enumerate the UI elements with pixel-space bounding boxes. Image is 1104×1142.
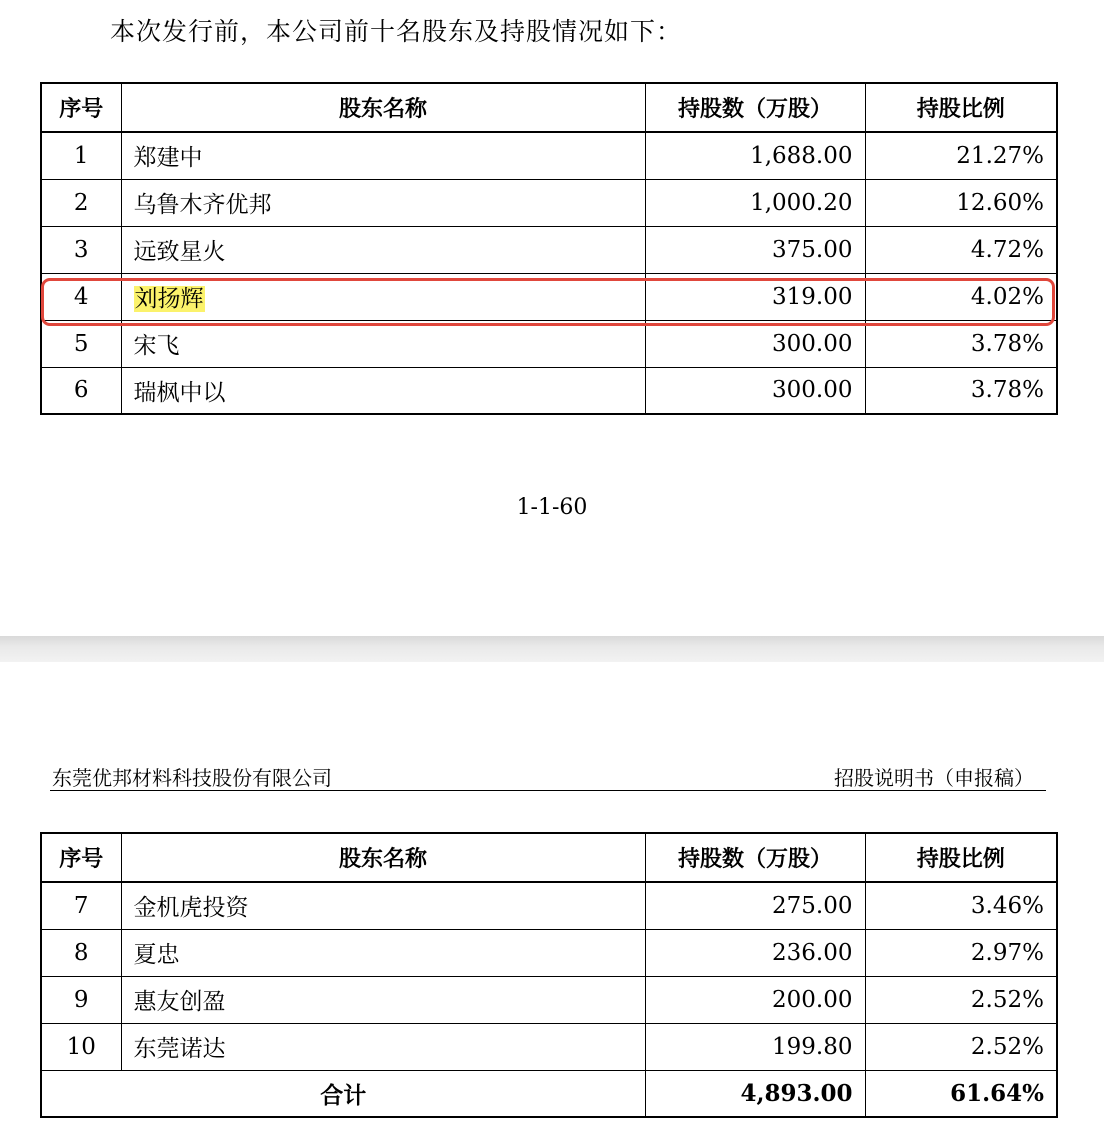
cell-shares: 319.00 xyxy=(645,273,865,320)
cell-ratio: 3.78% xyxy=(865,320,1057,367)
table-row xyxy=(41,179,1057,226)
cell-shares: 1,000.20 xyxy=(645,179,865,226)
total-shares: 4,893.00 xyxy=(645,1070,865,1117)
cell-ratio: 3.46% xyxy=(865,882,1057,929)
table-row-highlighted xyxy=(41,273,1057,320)
header-seq: 序号 xyxy=(41,833,121,882)
cell-seq: 5 xyxy=(41,320,121,367)
cell-ratio: 2.52% xyxy=(865,976,1057,1023)
table-header-row xyxy=(41,833,1057,882)
header-shares: 持股数（万股） xyxy=(645,833,865,882)
table-row xyxy=(41,132,1057,179)
header-name: 股东名称 xyxy=(121,83,645,132)
table-header-row xyxy=(41,83,1057,132)
header-ratio: 持股比例 xyxy=(865,83,1057,132)
header-ratio: 持股比例 xyxy=(865,833,1057,882)
cell-seq: 4 xyxy=(41,273,121,320)
cell-ratio: 2.52% xyxy=(865,1023,1057,1070)
header-name: 股东名称 xyxy=(121,833,645,882)
cell-name: 乌鲁木齐优邦 xyxy=(121,179,645,226)
page-bottom xyxy=(0,662,1104,1142)
cell-seq: 1 xyxy=(41,132,121,179)
header-rule xyxy=(50,790,1046,791)
cell-ratio: 4.72% xyxy=(865,226,1057,273)
table-row xyxy=(41,1023,1057,1070)
total-label: 合计 xyxy=(41,1070,645,1117)
page-separator xyxy=(0,636,1104,662)
cell-shares: 1,688.00 xyxy=(645,132,865,179)
table-total-row xyxy=(41,1070,1057,1117)
header-doc-type: 招股说明书（申报稿） xyxy=(834,766,1034,790)
cell-seq: 2 xyxy=(41,179,121,226)
cell-ratio: 4.02% xyxy=(865,273,1057,320)
cell-name: 郑建中 xyxy=(121,132,645,179)
cell-name: 远致星火 xyxy=(121,226,645,273)
cell-name: 东莞诺达 xyxy=(121,1023,645,1070)
page-number: 1-1-60 xyxy=(516,495,588,520)
header-seq: 序号 xyxy=(41,83,121,132)
cell-shares: 236.00 xyxy=(645,929,865,976)
cell-seq: 6 xyxy=(41,367,121,414)
header-shares: 持股数（万股） xyxy=(645,83,865,132)
cell-shares: 275.00 xyxy=(645,882,865,929)
shareholder-table-part1 xyxy=(40,82,1058,415)
cell-name: 金机虎投资 xyxy=(121,882,645,929)
cell-name: 瑞枫中以 xyxy=(121,367,645,414)
cell-name: 宋飞 xyxy=(121,320,645,367)
cell-name: 惠友创盈 xyxy=(121,976,645,1023)
cell-shares: 300.00 xyxy=(645,367,865,414)
table-row xyxy=(41,882,1057,929)
table-row xyxy=(41,929,1057,976)
cell-name xyxy=(121,273,645,320)
table-row xyxy=(41,226,1057,273)
cell-ratio: 3.78% xyxy=(865,367,1057,414)
cell-seq: 9 xyxy=(41,976,121,1023)
cell-seq: 8 xyxy=(41,929,121,976)
intro-text: 本次发行前，本公司前十名股东及持股情况如下： xyxy=(110,17,683,46)
cell-seq: 3 xyxy=(41,226,121,273)
cell-ratio: 21.27% xyxy=(865,132,1057,179)
cell-seq: 7 xyxy=(41,882,121,929)
cell-name: 夏忠 xyxy=(121,929,645,976)
shareholder-table-part2 xyxy=(40,832,1058,1118)
cell-shares: 200.00 xyxy=(645,976,865,1023)
cell-shares: 300.00 xyxy=(645,320,865,367)
table-row xyxy=(41,320,1057,367)
cell-ratio: 2.97% xyxy=(865,929,1057,976)
total-ratio: 61.64% xyxy=(865,1070,1057,1117)
cell-ratio: 12.60% xyxy=(865,179,1057,226)
highlighted-name: 刘扬辉 xyxy=(134,286,204,312)
table-row xyxy=(41,367,1057,414)
cell-shares: 199.80 xyxy=(645,1023,865,1070)
header-company: 东莞优邦材料科技股份有限公司 xyxy=(52,766,332,790)
table-row xyxy=(41,976,1057,1023)
cell-shares: 375.00 xyxy=(645,226,865,273)
cell-seq: 10 xyxy=(41,1023,121,1070)
